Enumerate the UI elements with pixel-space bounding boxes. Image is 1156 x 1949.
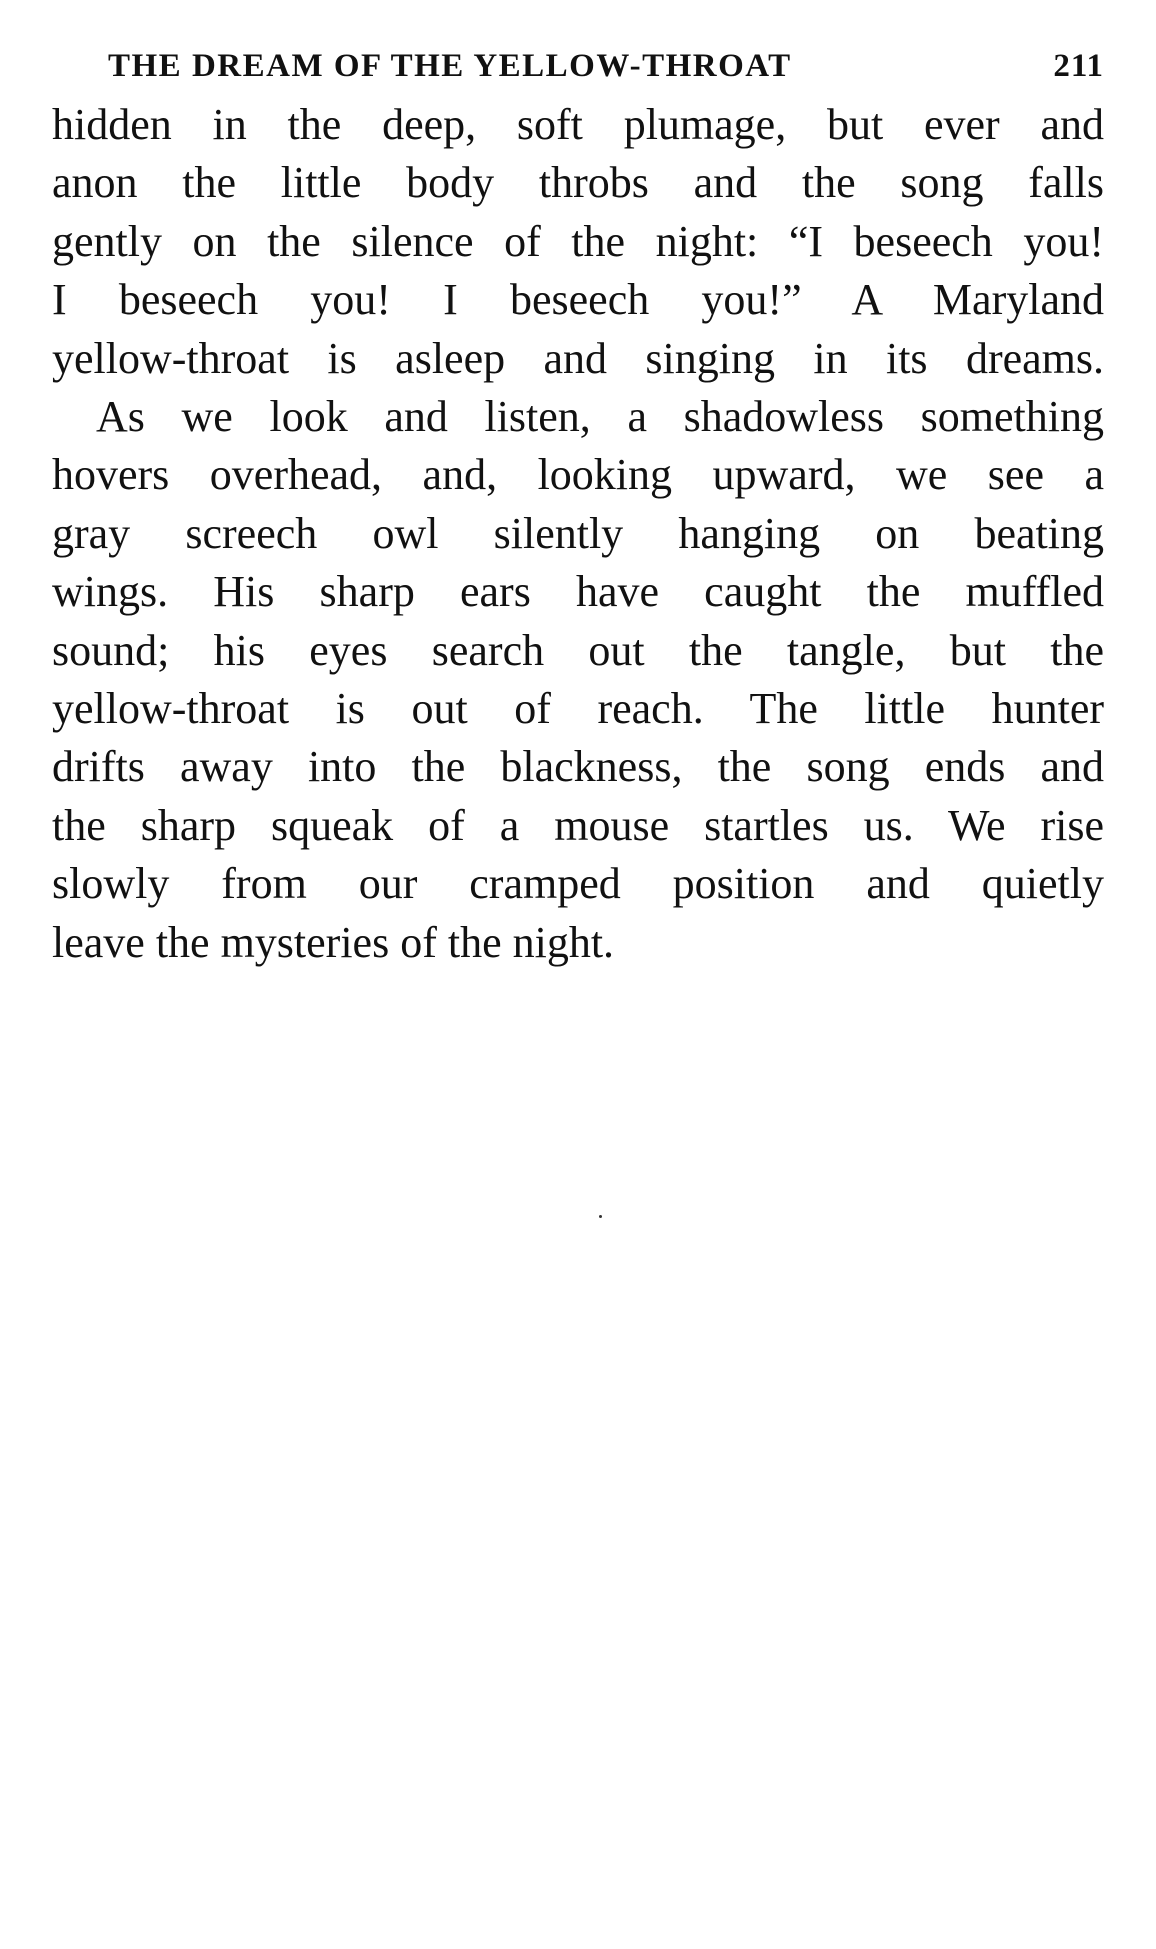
text-line: drifts away into the blackness, the song ends and bbox=[52, 742, 1104, 792]
text-line: As we look and listen, a shadowless something bbox=[96, 392, 1104, 442]
text-line: yellow-throat is out of reach. The little hunter bbox=[52, 684, 1104, 734]
running-head-title: THE DREAM OF THE YELLOW-THROAT bbox=[108, 48, 792, 84]
text-line: hovers overhead, and, looking upward, we see a bbox=[52, 450, 1104, 500]
paragraph-owl bbox=[52, 388, 1104, 972]
text-line: wings. His sharp ears have caught the muffled bbox=[52, 567, 1104, 617]
text-line: gray screech owl silently hanging on beating bbox=[52, 508, 1104, 558]
page-number: 211 bbox=[1053, 48, 1104, 84]
text-line: anon the little body throbs and the song falls bbox=[52, 158, 1104, 208]
body-text bbox=[52, 96, 1104, 972]
book-page bbox=[52, 40, 1104, 972]
paragraph-continuation bbox=[52, 96, 1104, 388]
running-head bbox=[52, 40, 1104, 92]
text-line: I beseech you! I beseech you!” A Maryland bbox=[52, 275, 1104, 325]
text-line: yellow-throat is asleep and singing in its dreams. bbox=[52, 333, 1104, 383]
text-line: hidden in the deep, soft plumage, but ever and bbox=[52, 100, 1104, 149]
print-speck bbox=[599, 1215, 602, 1218]
text-line: gently on the silence of the night: “I beseech you! bbox=[52, 216, 1104, 266]
text-line: sound; his eyes search out the tangle, but the bbox=[52, 625, 1104, 675]
text-line: leave the mysteries of the night. bbox=[52, 917, 615, 967]
text-line: slowly from our cramped position and quietly bbox=[52, 859, 1104, 909]
text-line: the sharp squeak of a mouse startles us. We rise bbox=[52, 800, 1104, 850]
